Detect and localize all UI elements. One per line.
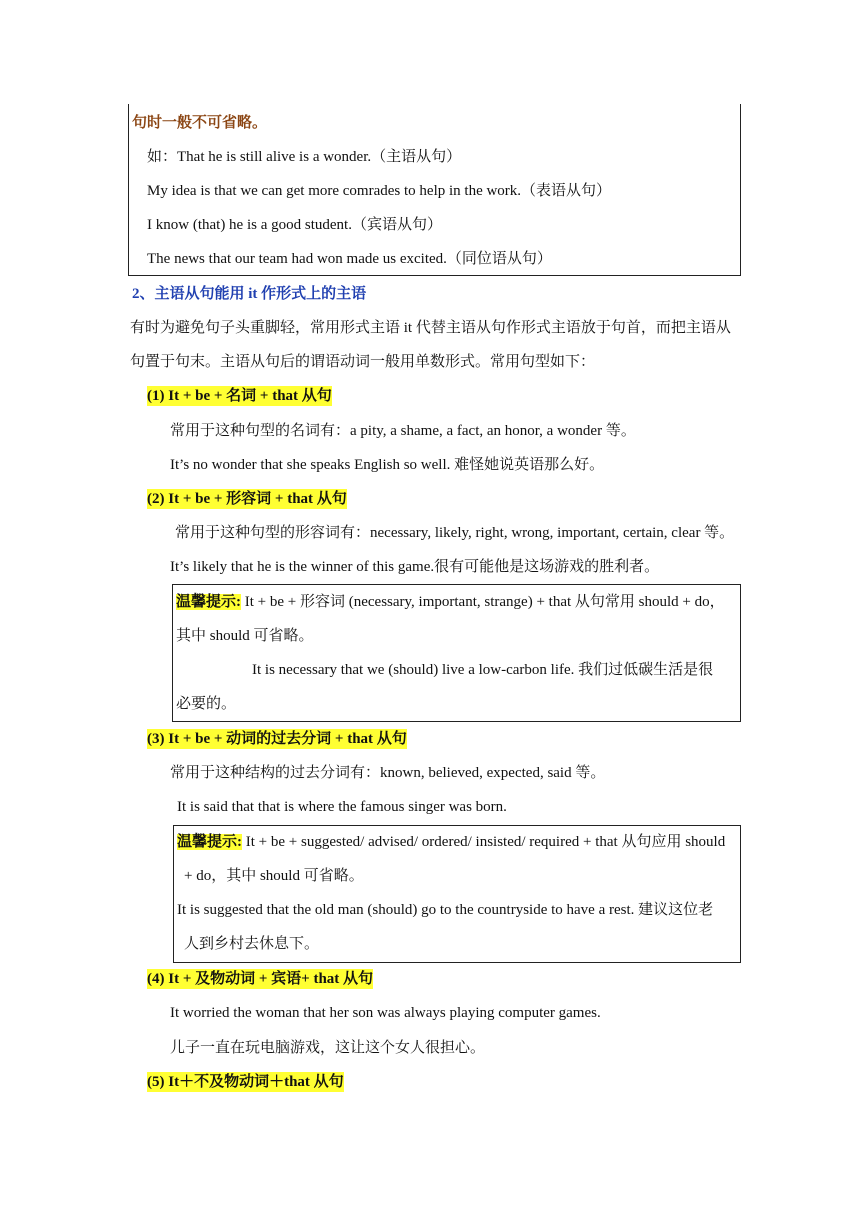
pattern-1-example: It’s no wonder that she speaks English so well. 难怪她说英语那么好。 xyxy=(170,457,605,473)
tip-box-2-line xyxy=(177,832,725,852)
pattern-3-example: It is said that that is where the famous singer was born. xyxy=(177,799,507,815)
tip-box-2-line: + do，其中 should 可省略。 xyxy=(184,868,364,884)
section-heading: 2、主语从句能用 it 作形式上的主语 xyxy=(132,286,367,302)
tip-box-1-example: It is necessary that we (should) live a low-carbon life. 我们过低碳生活是很 xyxy=(252,662,714,678)
tip-box-1-line: 其中 should 可省略。 xyxy=(176,628,314,644)
tip-text: It + be + suggested/ advised/ ordered/ insisted/ required + that 从句应用 should xyxy=(242,834,726,850)
pattern-2-example: It’s likely that he is the winner of this game.很有可能他是这场游戏的胜利者。 xyxy=(170,559,660,575)
pattern-4-title: (4) It + 及物动词 + 宾语+ that 从句 xyxy=(147,971,374,987)
tip-text: It + be + 形容词 (necessary, important, strange) + that 从句常用 should + do， xyxy=(241,594,725,610)
pattern-1-nouns: 常用于这种句型的名词有：a pity, a shame, a fact, an honor, a wonder 等。 xyxy=(170,423,636,439)
tip-box-1-line: 必要的。 xyxy=(176,696,237,712)
note-box-line: 句时一般不可省略。 xyxy=(132,115,268,131)
example-object-clause: I know (that) he is a good student.（宾语从句） xyxy=(147,217,442,233)
pattern-3-title: (3) It + be + 动词的过去分词 + that 从句 xyxy=(147,731,407,747)
pattern-4-example: It worried the woman that her son was always playing computer games. xyxy=(170,1005,601,1021)
example-predicative-clause: My idea is that we can get more comrades to help in the work.（表语从句） xyxy=(147,183,612,199)
tip-label: 温馨提示: xyxy=(176,594,241,610)
example-subject-clause: 如：That he is still alive is a wonder.（主语从句） xyxy=(147,149,462,165)
section-paragraph-line: 有时为避免句子头重脚轻，常用形式主语 it 代替主语从句作形式主语放于句首，而把主语从 xyxy=(130,320,731,336)
section-paragraph-line: 句置于句末。主语从句后的谓语动词一般用单数形式。常用句型如下： xyxy=(130,354,596,370)
pattern-2-title: (2) It + be + 形容词 + that 从句 xyxy=(147,491,347,507)
tip-box-2-example: It is suggested that the old man (should) go to the countryside to have a rest. 建议这位老 xyxy=(177,902,714,918)
pattern-1-title: (1) It + be + 名词 + that 从句 xyxy=(147,388,332,404)
tip-label: 温馨提示: xyxy=(177,834,242,850)
tip-box-1-line xyxy=(176,592,725,612)
example-appositive-clause: The news that our team had won made us excited.（同位语从句） xyxy=(147,251,552,267)
pattern-2-adjectives: 常用于这种句型的形容词有：necessary, likely, right, wrong, important, certain, clear 等。 xyxy=(175,525,735,541)
pattern-4-translation: 儿子一直在玩电脑游戏，这让这个女人很担心。 xyxy=(170,1040,486,1056)
tip-box-2-line: 人到乡村去休息下。 xyxy=(184,936,320,952)
pattern-3-participles: 常用于这种结构的过去分词有：known, believed, expected, said 等。 xyxy=(170,765,606,781)
pattern-5-title: (5) It＋不及物动词＋that 从句 xyxy=(147,1074,344,1090)
